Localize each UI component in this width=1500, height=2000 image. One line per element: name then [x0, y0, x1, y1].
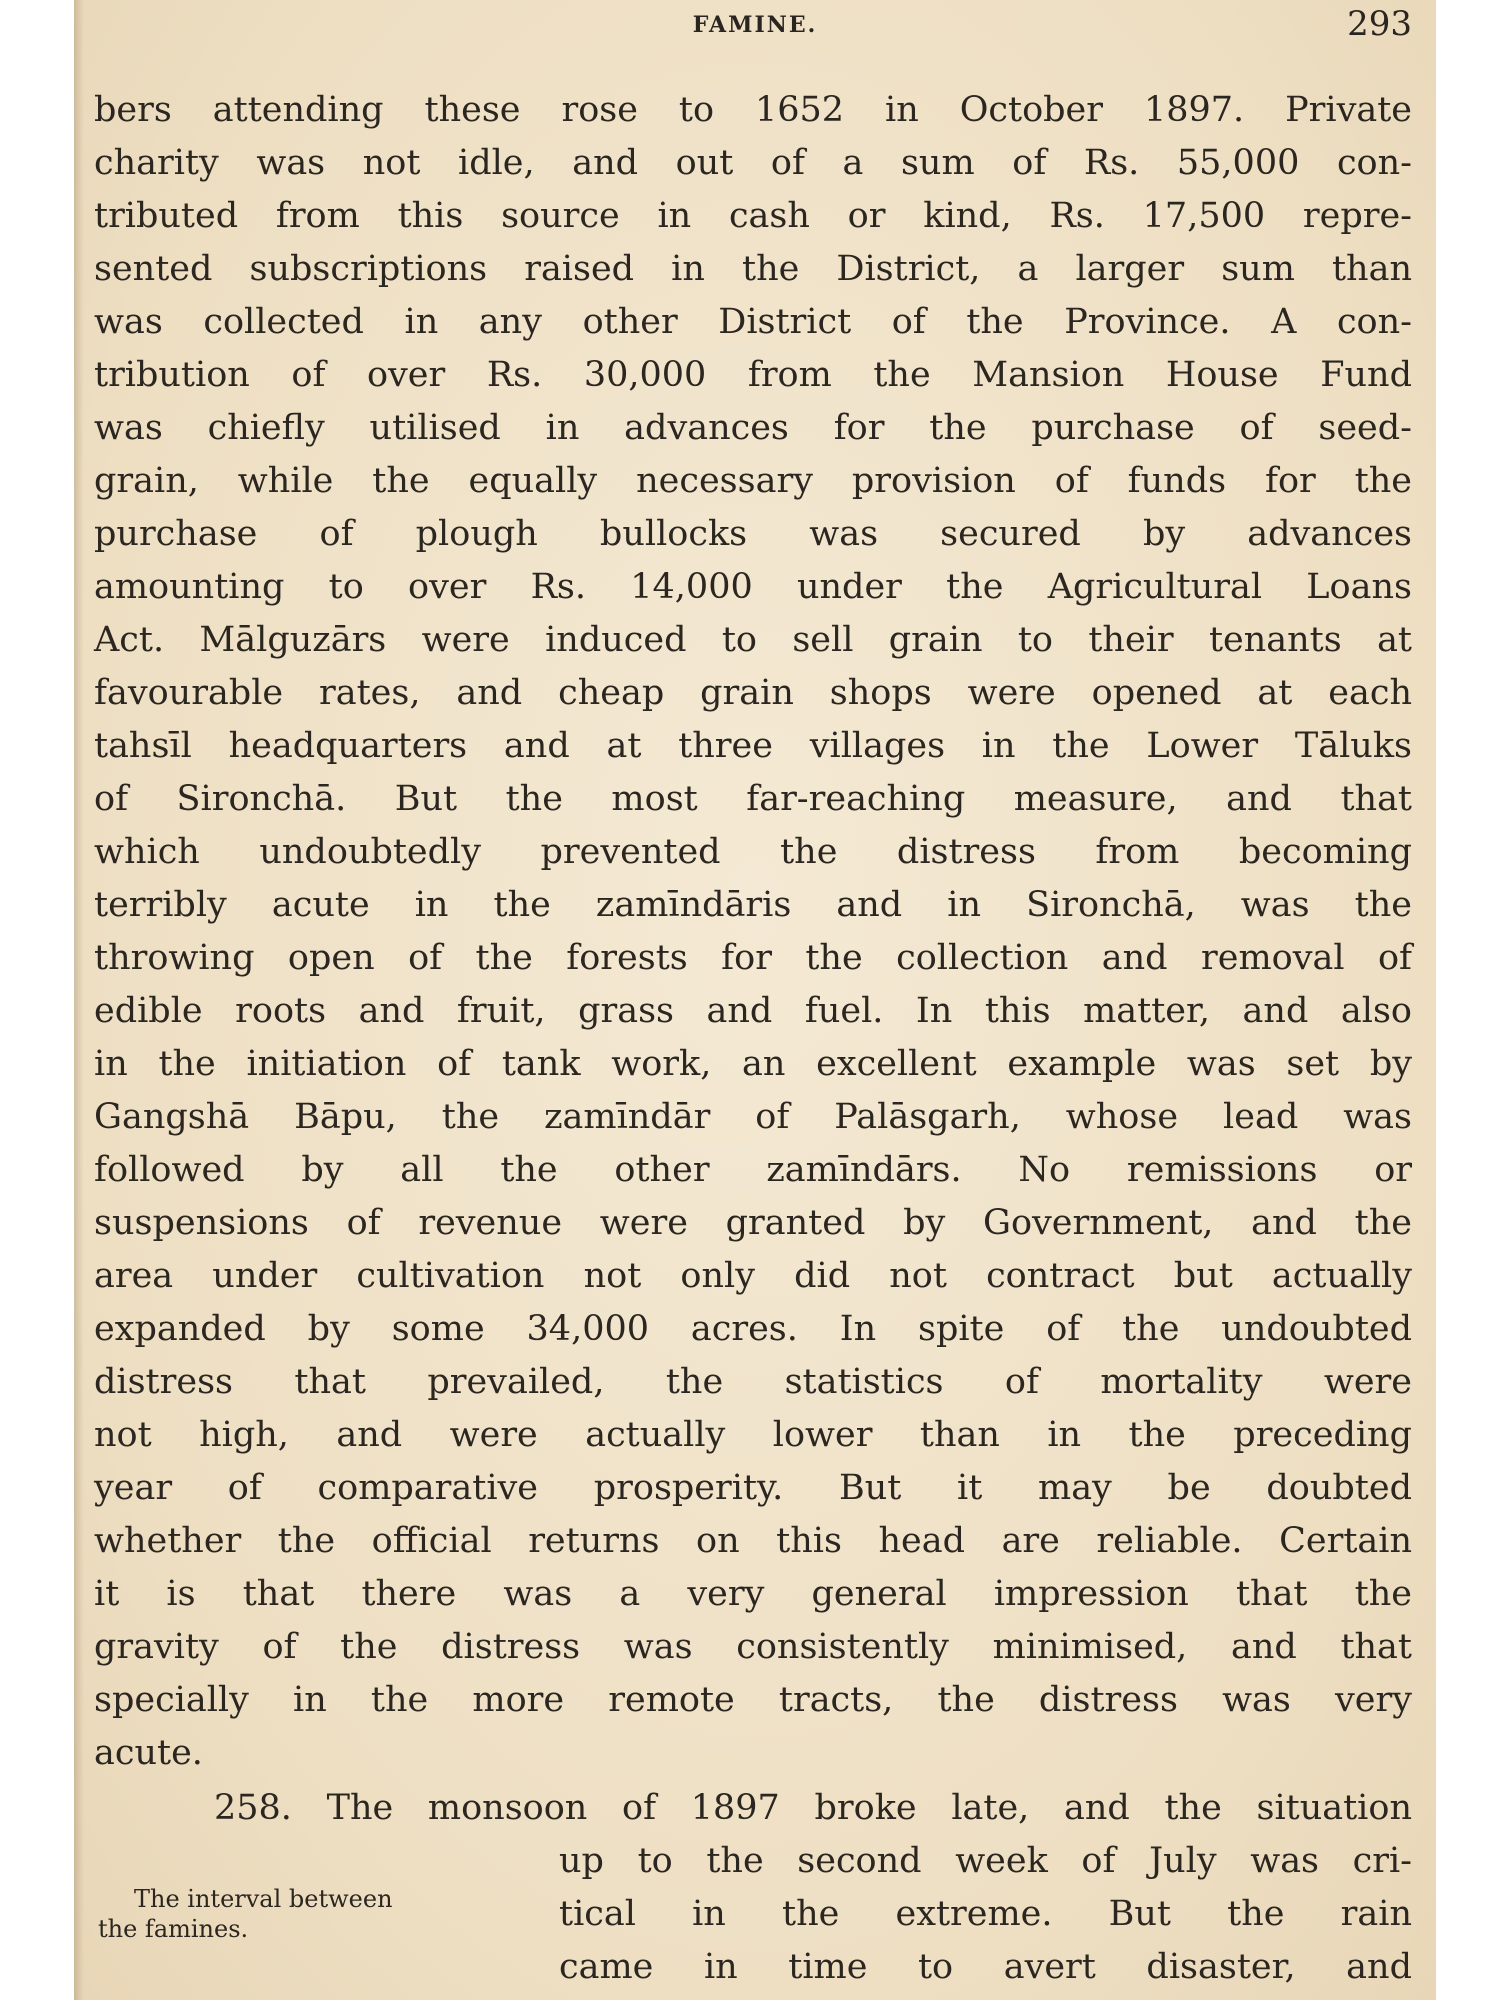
margin-note-line: the famines.	[98, 1915, 249, 1943]
text-line: expanded by some 34,000 acres. In spite of the undoubted	[94, 1309, 1412, 1349]
text-line: favourable rates, and cheap grain shops were opened at each	[94, 673, 1412, 713]
text-line: distress that prevailed, the statistics of mortality were	[94, 1362, 1412, 1402]
text-line: in the initiation of tank work, an excellent example was set by	[94, 1044, 1412, 1084]
text-line: amounting to over Rs. 14,000 under the Agricultural Loans	[94, 567, 1412, 607]
text-line: specially in the more remote tracts, the distress was very	[94, 1680, 1412, 1720]
text-line: up to the second week of July was cri-	[559, 1841, 1412, 1881]
text-line: charity was not idle, and out of a sum of Rs. 55,000 con-	[94, 143, 1412, 183]
text-line: came in time to avert disaster, and	[559, 1947, 1412, 1987]
text-line: tributed from this source in cash or kind, Rs. 17,500 repre-	[94, 196, 1412, 236]
text-line: was chiefly utilised in advances for the purchase of seed-	[94, 408, 1412, 448]
text-line: sented subscriptions raised in the District, a larger sum than	[94, 249, 1412, 289]
text-line: tribution of over Rs. 30,000 from the Mansion House Fund	[94, 355, 1412, 395]
body-paragraph	[94, 84, 1412, 1780]
section-258-first-line: 258. The monsoon of 1897 broke late, and the situation	[214, 1788, 1412, 1828]
text-line: was collected in any other District of the Province. A con-	[94, 302, 1412, 342]
running-header: FAMINE.	[692, 12, 818, 38]
text-line: year of comparative prosperity. But it may be doubted	[94, 1468, 1412, 1508]
text-line: area under cultivation not only did not contract but actually	[94, 1256, 1412, 1296]
text-line: tical in the extreme. But the rain	[559, 1894, 1412, 1934]
text-line: throwing open of the forests for the collection and removal of	[94, 938, 1412, 978]
text-line: acute.	[94, 1733, 203, 1773]
text-line: followed by all the other zamīndārs. No remissions or	[94, 1150, 1412, 1190]
text-line: not high, and were actually lower than in the preceding	[94, 1415, 1412, 1455]
text-line: Gangshā Bāpu, the zamīndār of Palāsgarh, whose lead was	[94, 1097, 1412, 1137]
margin-note	[98, 1884, 538, 1944]
text-line: of Sironchā. But the most far-reaching measure, and that	[94, 779, 1412, 819]
text-line: grain, while the equally necessary provision of funds for the	[94, 461, 1412, 501]
text-line: it is that there was a very general impression that the	[94, 1574, 1412, 1614]
text-line: suspensions of revenue were granted by Government, and the	[94, 1203, 1412, 1243]
section-258-continuation	[559, 1835, 1412, 1994]
page-gutter-shadow	[74, 0, 84, 2000]
text-line: tahsīl headquarters and at three villages in the Lower Tāluks	[94, 726, 1412, 766]
text-line: terribly acute in the zamīndāris and in Sironchā, was the	[94, 885, 1412, 925]
text-line: purchase of plough bullocks was secured by advances	[94, 514, 1412, 554]
text-line: gravity of the distress was consistently minimised, and that	[94, 1627, 1412, 1667]
page-number: 293	[1347, 4, 1412, 44]
margin-note-line: The interval between	[134, 1885, 393, 1913]
text-line: whether the official returns on this head are reliable. Certain	[94, 1521, 1412, 1561]
text-line: bers attending these rose to 1652 in October 1897. Private	[94, 90, 1412, 130]
book-page	[74, 0, 1436, 2000]
text-line: which undoubtedly prevented the distress from becoming	[94, 832, 1412, 872]
text-line: Act. Mālguzārs were induced to sell grain to their tenants at	[94, 620, 1412, 660]
text-line: edible roots and fruit, grass and fuel. In this matter, and also	[94, 991, 1412, 1031]
